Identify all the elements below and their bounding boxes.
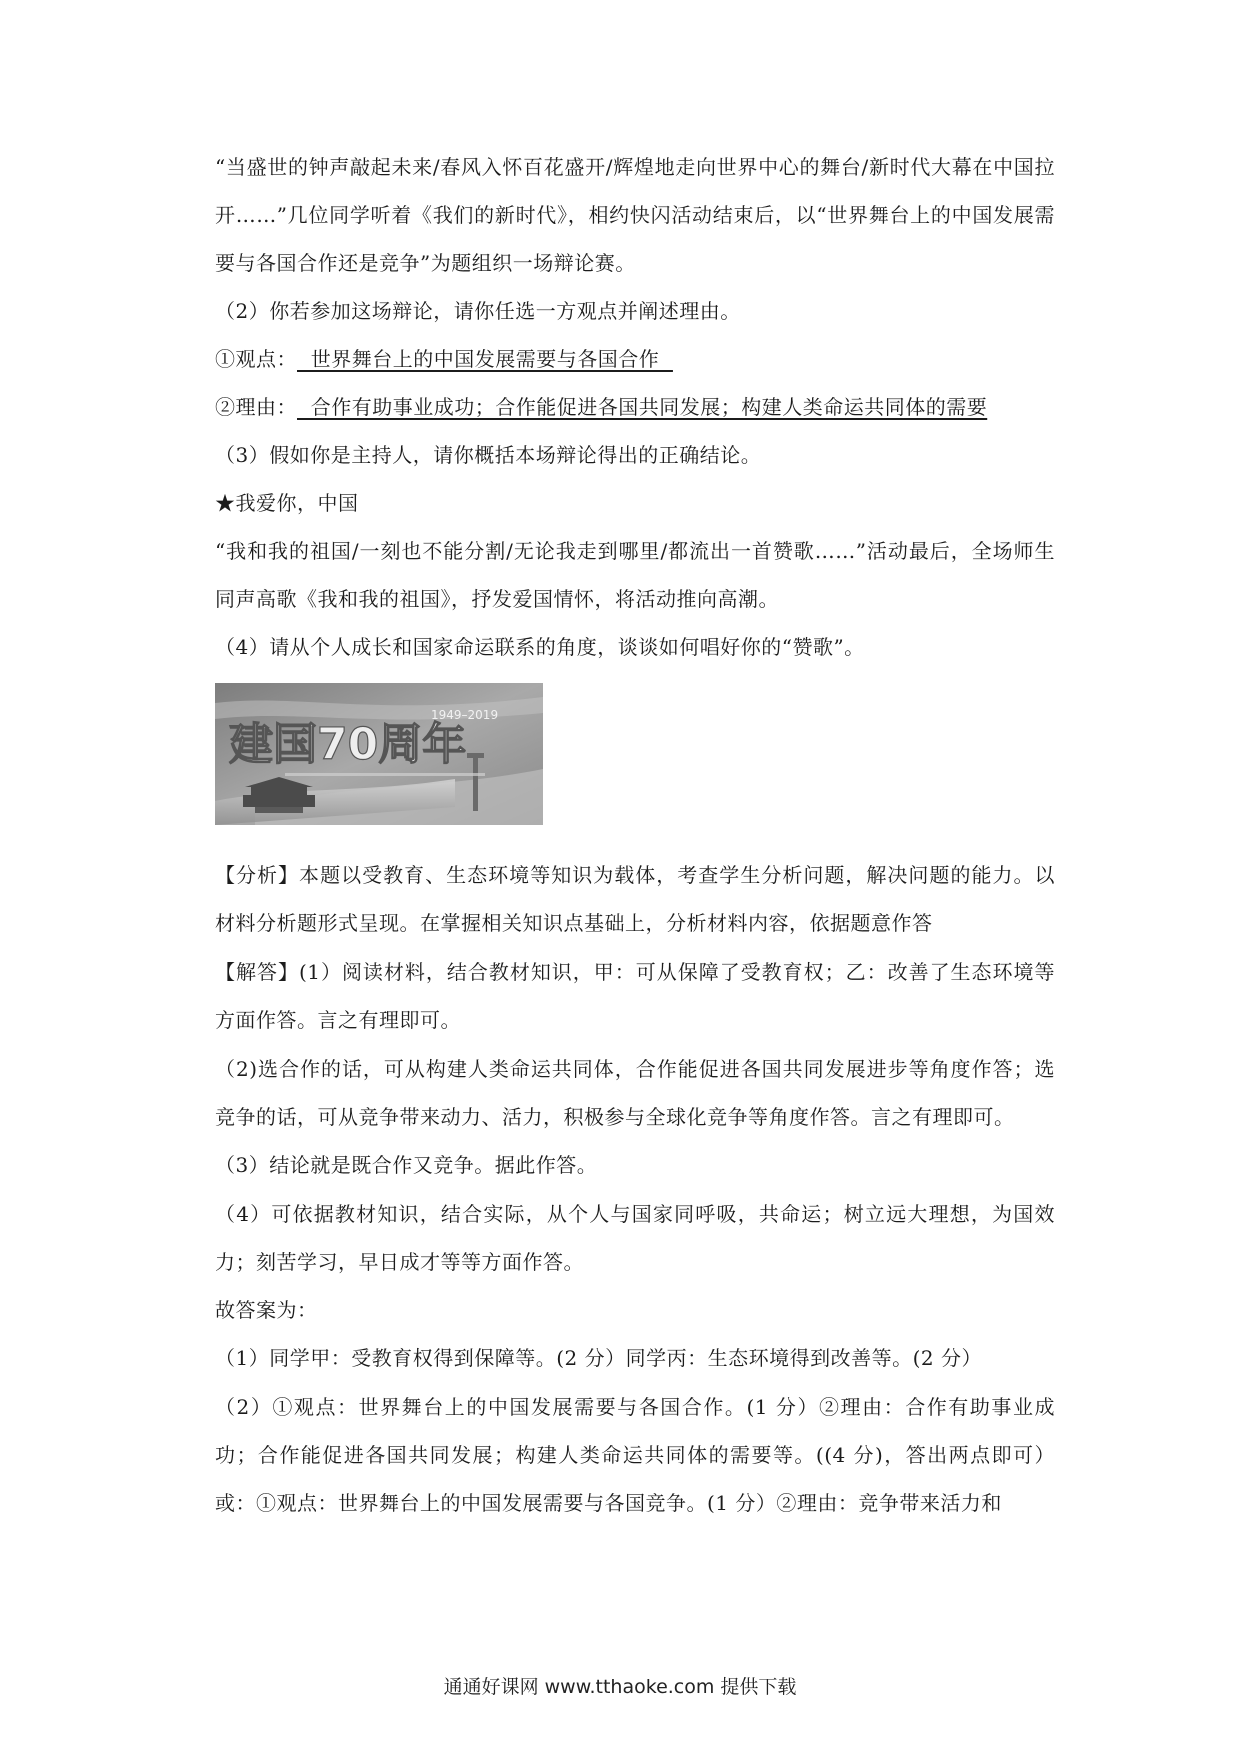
viewpoint-label: ①观点： bbox=[215, 347, 297, 371]
document-body bbox=[215, 154, 1055, 1539]
so-answer-label: 故答案为： bbox=[215, 1298, 318, 1322]
answer-1: 【解答】(1）阅读材料，结合教材知识，甲：可从保障了受教育权；乙：改善了生态环境等方面作答。言之有理即可。 bbox=[215, 960, 1055, 1032]
answer-3: （3）结论就是既合作又竞争。据此作答。 bbox=[215, 1153, 598, 1177]
image-years: 1949–2019 bbox=[431, 708, 499, 722]
analysis-paragraph: 【分析】本题以受教育、生态环境等知识为载体，考查学生分析问题，解决问题的能力。以材料分析题形式呈现。在掌握相关知识点基础上，分析材料内容，依据题意作答 bbox=[215, 863, 1055, 935]
intro-paragraph: “当盛世的钟声敲起未来/春风入怀百花盛开/辉煌地走向世界中心的舞台/新时代大幕在中国拉开……”几位同学听着《我们的新时代》，相约快闪活动结束后，以“世界舞台上的中国发展需要与各国合作还是竞争”为题组织一场辩论赛。 bbox=[215, 155, 1055, 275]
final-answer-2: （2）①观点：世界舞台上的中国发展需要与各国合作。(1 分）②理由：合作有助事业成功；合作能促进各国共同发展；构建人类命运共同体的需要等。((4 分)，答出两点即可）或：①观点：世界舞台上的中国发展需要与各国竞争。(1 分）②理由：竞争带来活力和 bbox=[215, 1395, 1055, 1515]
image-title: 建国70周年 bbox=[229, 719, 467, 770]
answer-4: （4）可依据教材知识，结合实际，从个人与国家同呼吸，共命运；树立远大理想，为国效力；刻苦学习，早日成才等等方面作答。 bbox=[215, 1202, 1055, 1274]
reason-answer: 合作有助事业成功；合作能促进各国共同发展；构建人类命运共同体的需要 bbox=[297, 395, 988, 419]
footer-source: 通通好课网 www.tthaoke.com 提供下载 bbox=[443, 1676, 797, 1698]
reason-line bbox=[215, 395, 1055, 420]
answer-2: （2)选合作的话，可从构建人类命运共同体，合作能促进各国共同发展进步等角度作答；选竞争的话，可从竞争带来动力、活力，积极参与全球化竞争等角度作答。言之有理即可。 bbox=[215, 1057, 1055, 1129]
question-4: （4）请从个人成长和国家命运联系的角度，谈谈如何唱好你的“赞歌”。 bbox=[215, 635, 865, 659]
section-heading: ★我爱你，中国 bbox=[215, 491, 359, 515]
final-answer-1: （1）同学甲：受教育权得到保障等。(2 分）同学丙：生态环境得到改善等。(2 分） bbox=[215, 1346, 982, 1370]
song-paragraph: “我和我的祖国/一刻也不能分割/无论我走到哪里/都流出一首赞歌……”活动最后，全场师生同声高歌《我和我的祖国》，抒发爱国情怀，将活动推向高潮。 bbox=[215, 539, 1055, 611]
reason-label: ②理由： bbox=[215, 395, 297, 419]
viewpoint-answer: 世界舞台上的中国发展需要与各国合作 bbox=[297, 347, 673, 371]
viewpoint-line bbox=[215, 347, 1055, 372]
question-2: （2）你若参加这场辩论，请你任选一方观点并阐述理由。 bbox=[215, 299, 741, 323]
question-3: （3）假如你是主持人，请你概括本场辩论得出的正确结论。 bbox=[215, 443, 762, 467]
anniversary-image bbox=[215, 683, 543, 825]
